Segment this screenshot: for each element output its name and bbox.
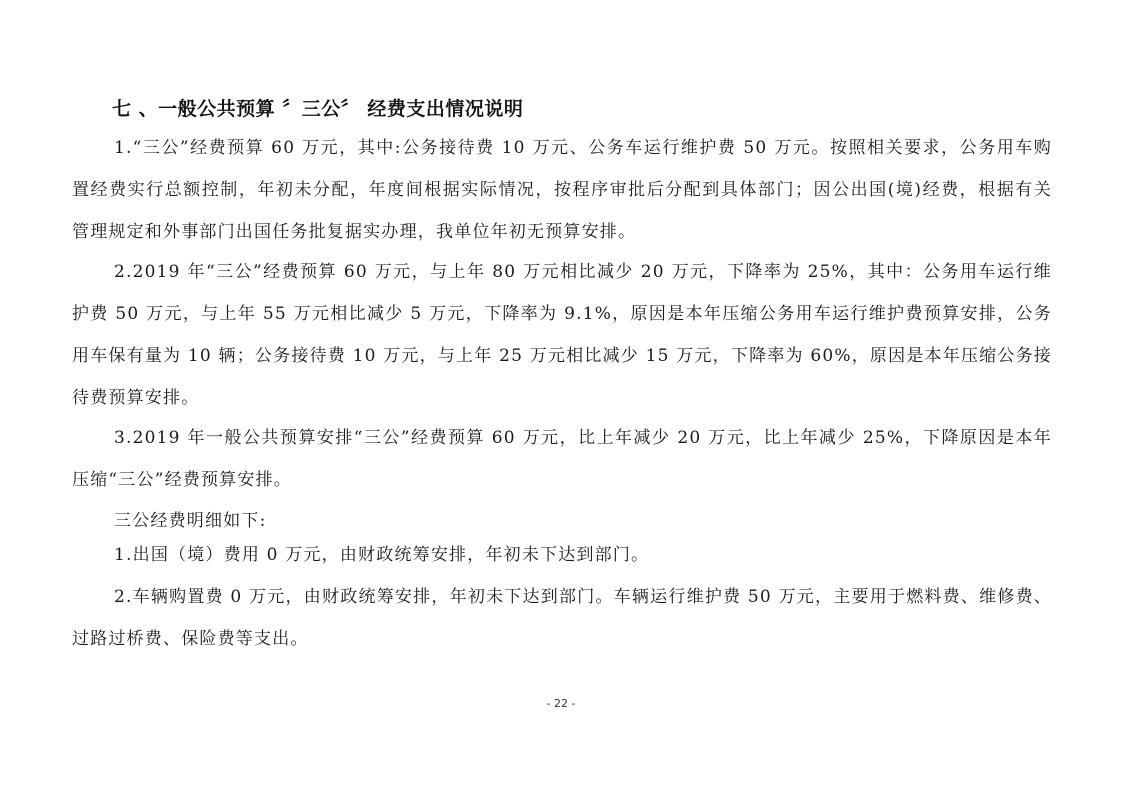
paragraph-overseas-cost: 1.出国（境）费用 0 万元，由财政统筹安排，年初未下达到部门。 — [114, 545, 650, 565]
paragraph-2019-comparison: 2.2019 年“三公”经费预算 60 万元，与上年 80 万元相比减少 20 万元，下降率为 25%，其中：公务用车运行维护费 50 万元，与上年 55 万元相比减少 5 万元，下降率为 9.1%，原因是本年压缩公务用车运行维护费预算安排，公务用车保有量为 10 辆；公务接待费 10 万元，与上年 25 万元相比减少 15 万元，下降率为 60%，原因是本年压缩公务接待费预算安排。 — [72, 262, 1052, 408]
paragraph-detail-intro: 三公经费明细如下: — [114, 511, 267, 531]
paragraph-general-budget: 3.2019 年一般公共预算安排“三公”经费预算 60 万元，比上年减少 20 万元，比上年减少 25%，下降原因是本年压缩“三公”经费预算安排。 — [72, 428, 1052, 490]
paragraph-vehicle-cost: 2.车辆购置费 0 万元，由财政统筹安排，年初未下达到部门。车辆运行维护费 50 万元，主要用于燃料费、维修费、过路过桥费、保险费等支出。 — [72, 587, 1052, 649]
page-number: - 22 - — [546, 697, 576, 710]
paragraph-sanggong-budget: 1.“三公”经费预算 60 万元，其中:公务接待费 10 万元、公务车运行维护费 50 万元。按照相关要求，公务用车购置经费实行总额控制，年初未分配，年度间根据实际情况，按程序审批后分配到具体部门；因公出国(境)经费，根据有关管理规定和外事部门出国任务批复据实办理，我单位年初无预算安排。 — [72, 138, 1052, 242]
section-heading: 七 、一般公共预算 〞三公〞 经费支出情况说明 — [112, 98, 524, 120]
